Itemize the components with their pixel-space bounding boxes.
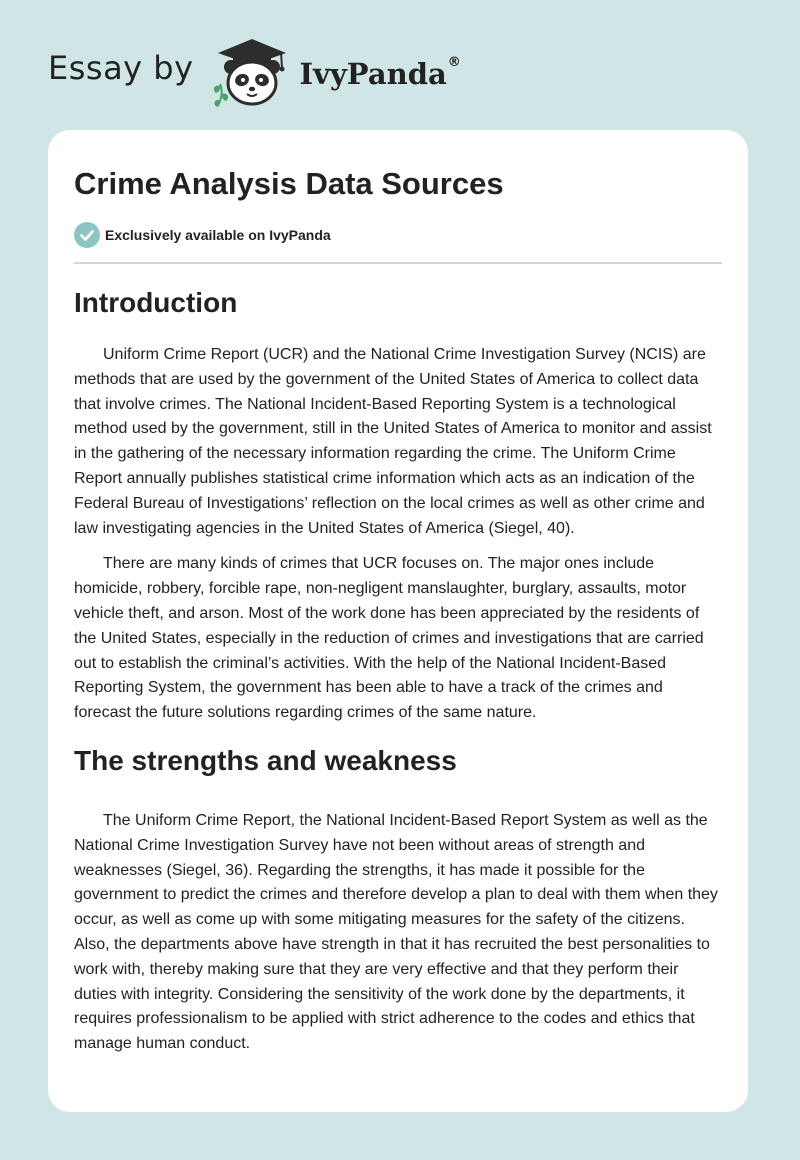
essay-by-label: Essay by	[48, 49, 194, 87]
title-divider	[74, 262, 722, 264]
check-circle-icon	[74, 222, 100, 248]
essay-content	[74, 166, 722, 1057]
site-header	[48, 36, 461, 108]
paragraph: Uniform Crime Report (UCR) and the National Crime Investigation Survey (NCIS) are methods that are used by the government of the United States of America to collect data that involve crimes. The National Incident-Based Reporting System is a technological method used by the government, still in the United States of America to monitor and assist in the gathering of the necessary information regarding the crime. The Uniform Crime Report annually publishes statistical crime information which acts as an indication of the Federal Bureau of Investigations’ reflection on the local crimes as well as other crime and law investigating agencies in the United States of America (Siegel, 40).	[74, 346, 712, 537]
paragraph: There are many kinds of crimes that UCR focuses on. The major ones include homicide, robbery, forcible rape, non-negligent manslaughter, burglary, assaults, motor vehicle theft, and arson. Most of the work done has been appreciated by the residents of the United States, especially in the reduction of crimes and investigations that are carried out to establish the criminal’s activities. With the help of the National Incident-Based Reporting System, the government has been able to have a track of the crimes and forecast the future solutions regarding crimes of the same nature.	[74, 555, 704, 722]
paragraph: The Uniform Crime Report, the National Incident-Based Report System as well as the National Crime Investigation Survey have not been without areas of strength and weaknesses (Siegel, 36). Regarding the strengths, it has made it possible for the government to predict the crimes and therefore develop a plan to deal with them when they occur, as well as come up with some mitigating measures for the safety of the citizens. Also, the departments above have strength in that it has recruited the best personalities to work with, thereby making sure that they are very effective and that they perform their duties with integrity. Considering the sensitivity of the work done by the departments, it requires professionalism to be applied with strict adherence to the codes and ethics that manage human conduct.	[74, 811, 718, 1053]
section-heading-strengths: The strengths and weakness	[74, 744, 457, 776]
exclusive-badge-text: Exclusively available on IvyPanda	[105, 227, 331, 243]
page-title: Crime Analysis Data Sources	[74, 166, 504, 201]
exclusive-badge	[74, 222, 722, 248]
registered-mark: ®	[447, 54, 461, 70]
panda-graduate-icon[interactable]	[206, 36, 298, 108]
section-heading-introduction: Introduction	[74, 287, 238, 318]
brand-name[interactable]: IvyPanda	[299, 57, 447, 91]
essay-card	[48, 130, 748, 1112]
